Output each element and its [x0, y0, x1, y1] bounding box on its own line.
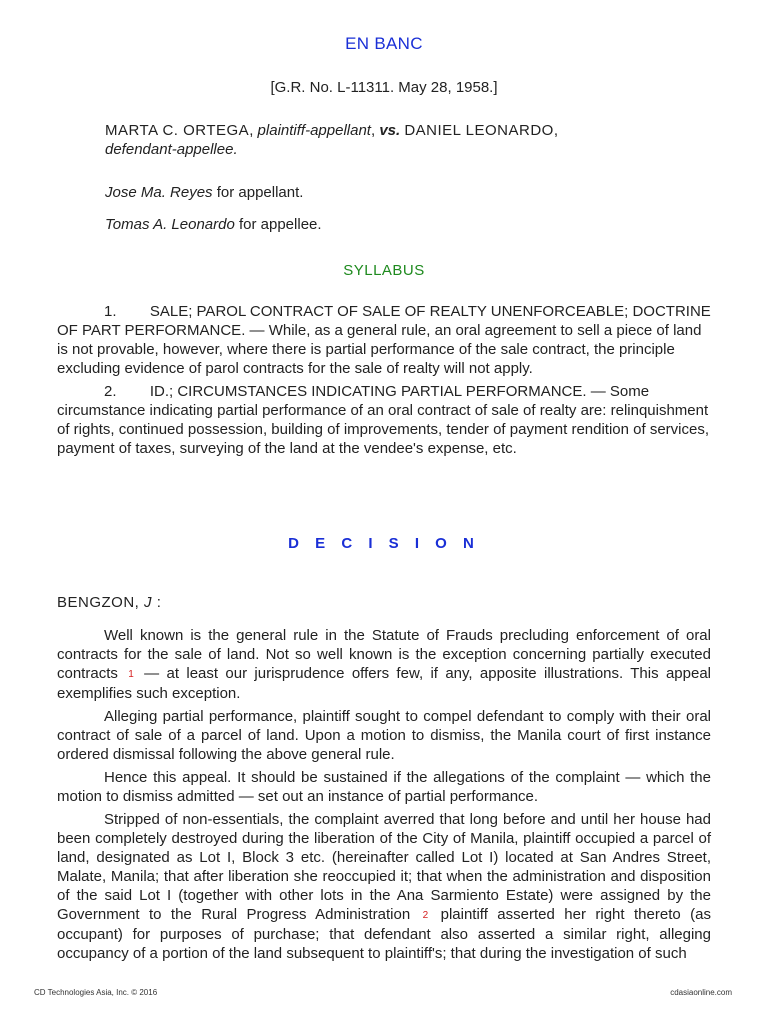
counsel-name: Tomas A. Leonardo [105, 216, 235, 233]
syllabus-heading: SYLLABUS [343, 262, 425, 279]
case-parties: MARTA C. ORTEGA, plaintiff-appellant, vs. DANIEL LEONARDO, defendant-appellee. [105, 122, 558, 158]
footnote-link[interactable]: 2 [422, 910, 429, 921]
paragraph-text: Stripped of non-essentials, the complaint averred that long before and until her house had been completely destroyed during the liberation of the City of Manila, plaintiff occupied a parcel of land, designated as Lot I, Block 3 etc. (hereinafter called Lot I) located at San Andres Street, Malate, Manila; that after liberation she reoccupied it; that when the administration and disposition of the said Lot I (together with other lots in the Ana Sarmiento Estate) were assigned by the Government to the Rural Progress Administration [57, 811, 711, 923]
syllabus-item: 1. SALE; PAROL CONTRACT OF SALE OF REALTY UNENFORCEABLE; DOCTRINE OF PART PERFORMANCE. — While, as a general rule, an oral agreement to sell a piece of land is not provable, however, where there is partial performance of the sale contract, the principle excluding evidence of parol contracts for the sale of realty will not apply. [57, 303, 711, 377]
ponente [57, 594, 161, 611]
paragraph-text: — at least our jurisprudence offers few, if any, apposite illustrations. This appeal exemplifies such exception. [57, 665, 711, 702]
counsel-appellee [105, 216, 322, 233]
decision-paragraph [57, 810, 711, 963]
decision-heading [0, 535, 768, 552]
court-heading: EN BANC [345, 34, 423, 53]
paragraph-text: Well known is the general rule in the Statute of Frauds precluding enforcement of oral contracts for the sale of land. Not so well known is the exception concerning partially executed contracts [57, 627, 711, 682]
counsel-role: for appellee. [238, 216, 322, 233]
syllabus-item: 2. ID.; CIRCUMSTANCES INDICATING PARTIAL PERFORMANCE. — Some circumstance indicating partial performance of an oral contract of sale of realty are: relinquishment of rights, continued possession, building of improvements, tender of payment rendition of services, payment of taxes, surveying of the land at the vendee's expense, etc. [57, 383, 710, 457]
counsel-role: for appellant. [216, 184, 304, 201]
defendant-role: defendant-appellee. [105, 141, 238, 158]
plaintiff-role: plaintiff-appellant [257, 122, 371, 139]
syllabus-body [57, 302, 711, 462]
decision-paragraph: Hence this appeal. It should be sustained if the allegations of the complaint — which the motion to dismiss admitted — set out an instance of partial performance. [57, 769, 711, 805]
decision-paragraph: Alleging partial performance, plaintiff sought to compel defendant to comply with their oral contract of sale of a parcel of land. Upon a motion to dismiss, the Manila court of first instance ordered dismissal following the above general rule. [57, 708, 711, 763]
footer-copyright: CD Technologies Asia, Inc. © 2016 [34, 988, 158, 997]
ponente-name: BENGZON, [57, 594, 140, 611]
defendant-name: DANIEL LEONARDO [404, 122, 554, 139]
plaintiff-name: MARTA C. ORTEGA [105, 122, 250, 139]
decision-body [57, 626, 711, 967]
ponente-suffix: J [144, 594, 153, 611]
counsel-name: Jose Ma. Reyes [105, 184, 213, 201]
footnote-link[interactable]: 1 [128, 669, 134, 680]
ponente-colon: : [156, 594, 162, 611]
decision-paragraph [57, 626, 711, 703]
decision-heading-text: D E C I S I O N [288, 535, 480, 552]
counsel-appellant [105, 184, 303, 201]
paragraph-text: plaintiff asserted her right thereto (as occupant) for purposes of purchase; that defendant also asserted a similar right, alleging occupancy of a portion of the land subsequent to plaintiff's; that during the investigation of such [57, 906, 711, 962]
footer-site: cdasiaonline.com [670, 988, 732, 997]
case-number: [G.R. No. L-11311. May 28, 1958.] [270, 79, 498, 96]
versus: vs. [379, 122, 401, 139]
